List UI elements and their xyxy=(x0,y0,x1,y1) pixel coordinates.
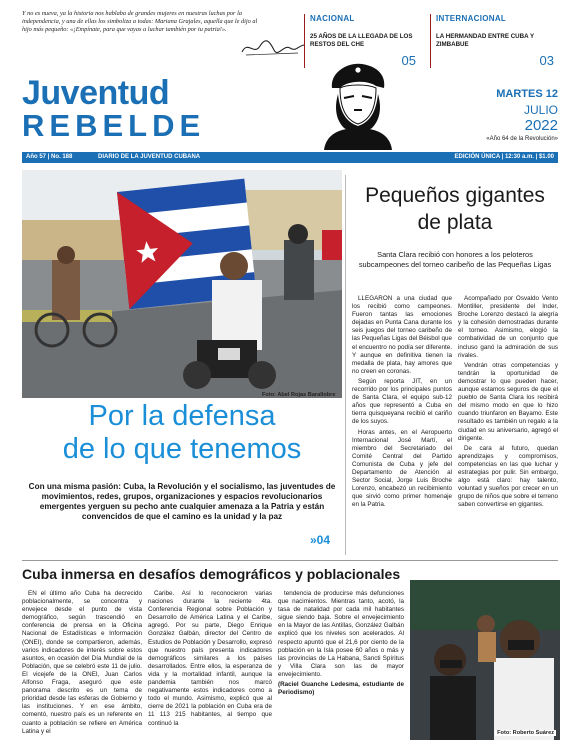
demography-photo[interactable] xyxy=(410,580,560,740)
demo-column-1 xyxy=(22,590,142,740)
che-portrait-logo xyxy=(318,58,398,150)
main-photo[interactable] xyxy=(22,170,342,398)
international-page: 03 xyxy=(539,53,554,68)
main-headline[interactable] xyxy=(22,400,342,466)
photo-credit: Foto: Abel Rojas Barallobre xyxy=(262,392,336,398)
date-month: JULIO xyxy=(523,103,558,117)
masthead-rebelde: REBELDE xyxy=(22,108,206,143)
date-year: 2022 xyxy=(524,117,558,134)
demography-headline[interactable]: Cuba inmersa en desafíos demográficos y poblacionales xyxy=(22,566,401,582)
sport-paragraph: LLEGARON a una ciudad que los recibió como campeones. Fueron tantas las emociones dejadas en Punta Cana durante los seis juegos del torneo caribeño de las Pequeñas Ligas del Béisbol que el encuentro no podía ser diferente. Y aunque en definitiva tienen la medalla de plata, hay amores que no creen en coronas. xyxy=(352,295,452,375)
section-rule xyxy=(22,560,558,561)
international-teaser[interactable] xyxy=(430,14,558,68)
demo-column-2 xyxy=(148,590,272,740)
signature-graphic xyxy=(238,36,308,60)
issue-bar xyxy=(22,152,558,163)
sport-headline-line2: de plata xyxy=(417,211,493,234)
demo-column-3 xyxy=(278,590,404,740)
signature xyxy=(238,36,308,60)
daily-label: DIARIO DE LA JUVENTUD CUBANA xyxy=(98,154,201,160)
demo-paragraph: tendencia de producirse más defunciones que nacimientos. Mientras tanto, acotó, la tasa de natalidad por cada mil habitantes sigue siendo baja. Sobre el envejecimiento en la Mayor de las Antillas, González Galbán explicó que los niveles son acelerados. Al respecto apuntó que el 21,6 por ciento de la población en la Isla posee 60 años o más y las provincias de La Habana, Sancti Spíritus y Villa Clara son las de mayor envejecimiento. xyxy=(278,590,404,678)
main-headline-line2: de lo que tenemos xyxy=(62,433,302,465)
masthead-juventud: Juventud xyxy=(22,74,170,112)
demo-byline: (Raciel Guanche Ledesma, estudiante de Periodismo) xyxy=(278,681,404,697)
sport-paragraph: Según reporta JIT, en un recorrido por los principales puntos de Santa Clara, el equipo sub-12 años que representó a Cuba en tierra quisqueyana recibió el cariño de los suyos. xyxy=(352,377,452,426)
sport-headline[interactable] xyxy=(350,182,560,236)
crowd-photo xyxy=(410,580,560,740)
national-page: 05 xyxy=(401,53,416,68)
sport-paragraph: De cara al futuro, quedan aprendizajes y compromisos, competencias en las que luchar y estrategias por pulir. Sin embargo, algo está claro: hay talento, voluntad y sueños por crecer en un grupo de niños que sobre el terreno saben convertirse en gigantes. xyxy=(458,444,558,509)
demo-paragraph: Caribe. Así lo reconocieron varias naciones durante la reciente 4ta. Conferencia Regional sobre Población y Desarrollo de América Latina y el Caribe, agregó. Por su parte, Diego Enrique González Galbán, director del Centro de Estudios de Población y Desarrollo, expresó que nuestro país presenta indicadores demográficos similares a los países desarrollados. Entre ellos, la esperanza de vida y la mortalidad infantil, aunque la pandemia también nos marcó negativamente estos indicadores como a todo el mundo. Asimismo, explicó que al cierre de 2021 la población en Cuba era de 11 113 215 habitantes, al tiempo que continuó la xyxy=(148,590,272,727)
sport-paragraph: Vendrán otras competencias y tendrán la oportunidad de demostrar lo que pueden hacer, aunque estamos seguros de que el pueblo de Santa Clara los recibirá del mismo modo en que lo hizo cuando triunfaron en Bayamo. Este resultado es también un regalo a la ciudad en su aniversario, agregó el dirigente. xyxy=(458,361,558,442)
international-text: LA HERMANDAD ENTRE CUBA Y ZIMBABUE xyxy=(436,33,534,48)
sport-paragraph: Horas antes, en el Aeropuerto Internacional José Martí, el miembro del Secretariado del Comité Central del Partido Comunista de Cuba y jefe del Departamento de Atención al Sector Social, Jorge Luis Broche Lorenzo, encabezó un recibimiento que sirvió como primer homenaje en la Patria. xyxy=(352,428,452,509)
national-text: 25 AÑOS DE LA LLEGADA DE LOS RESTOS DEL CHE xyxy=(310,33,413,48)
sport-paragraph: Acompañado por Osvaldo Vento Montiller, presidente del Inder, Broche Lorenzo destacó la alegría y la cohesión demostradas durante el torneo. Asimismo, elogió la combatividad de un conjunto que incluso ganó la admiración de sus rivales. xyxy=(458,295,558,359)
sport-headline-line1: Pequeños gigantes xyxy=(365,184,545,207)
sport-subheadline: Santa Clara recibió con honores a los peloteros subcampeones del torneo caribeño de las Pequeñas Ligas xyxy=(358,250,552,269)
editorial-quote: Y no es nueva, ya la historia nos hablaba de grandes mujeres en nuestras luchas por la independencia, y una de ellas los simboliza a todas: Mariana Grajales, aquella que le dijo al hijo más pequeño: «¡Empínate, para que vayas a luchar también por tu patria!». xyxy=(22,10,258,33)
national-label: NACIONAL xyxy=(310,14,355,23)
issue-number: Año 57 | No. 188 xyxy=(26,154,73,160)
main-subheadline: Con una misma pasión: Cuba, la Revolución y el socialismo, las juventudes de movimientos, redes, grupos, organizaciones y espacios revolucionarios emergentes yerguen su pecho ante cualquier amenaza a la Patria y están convencidos de que el camino es la unidad y la paz xyxy=(28,482,336,521)
main-headline-line1: Por la defensa xyxy=(88,400,276,432)
sport-column-1 xyxy=(352,295,452,511)
column-divider xyxy=(345,175,346,555)
che-portrait-icon xyxy=(318,58,398,150)
demo-paragraph: EN el último año Cuba ha decrecido poblacionalmente, se concentra y envejece desde el punto de vista demográfico, según trascendió en conferencia de prensa en la Oficina Nacional de Estadísticas e Información (ONEI), donde se compartieron, además, varios indicadores de interés sobre estos asuntos, en ocasión del Día Mundial de la Población, que se celebró este 11 de julio. El vicejefe de la ONEI, Juan Carlos Alfonso Fraga, aseguró que este panorama descrito es un tema de prioridad desde las esferas de Gobierno y las instituciones. Y en ese ámbito, comentó, nuestro país es un referente en cuanto a población se refiere en América Latina y el xyxy=(22,590,142,735)
sport-column-2 xyxy=(458,295,558,511)
demo-photo-credit: Foto: Roberto Suárez xyxy=(497,730,554,736)
international-label: INTERNACIONAL xyxy=(436,14,507,23)
date-weekday: MARTES 12 xyxy=(496,88,558,100)
year-tagline: «Año 64 de la Revolución» xyxy=(486,136,558,142)
page-reference[interactable]: »04 xyxy=(310,533,331,547)
flag-motorcycle-photo xyxy=(22,170,342,398)
edition-info: EDICIÓN ÚNICA | 12:30 a.m. | $1.00 xyxy=(454,154,554,160)
